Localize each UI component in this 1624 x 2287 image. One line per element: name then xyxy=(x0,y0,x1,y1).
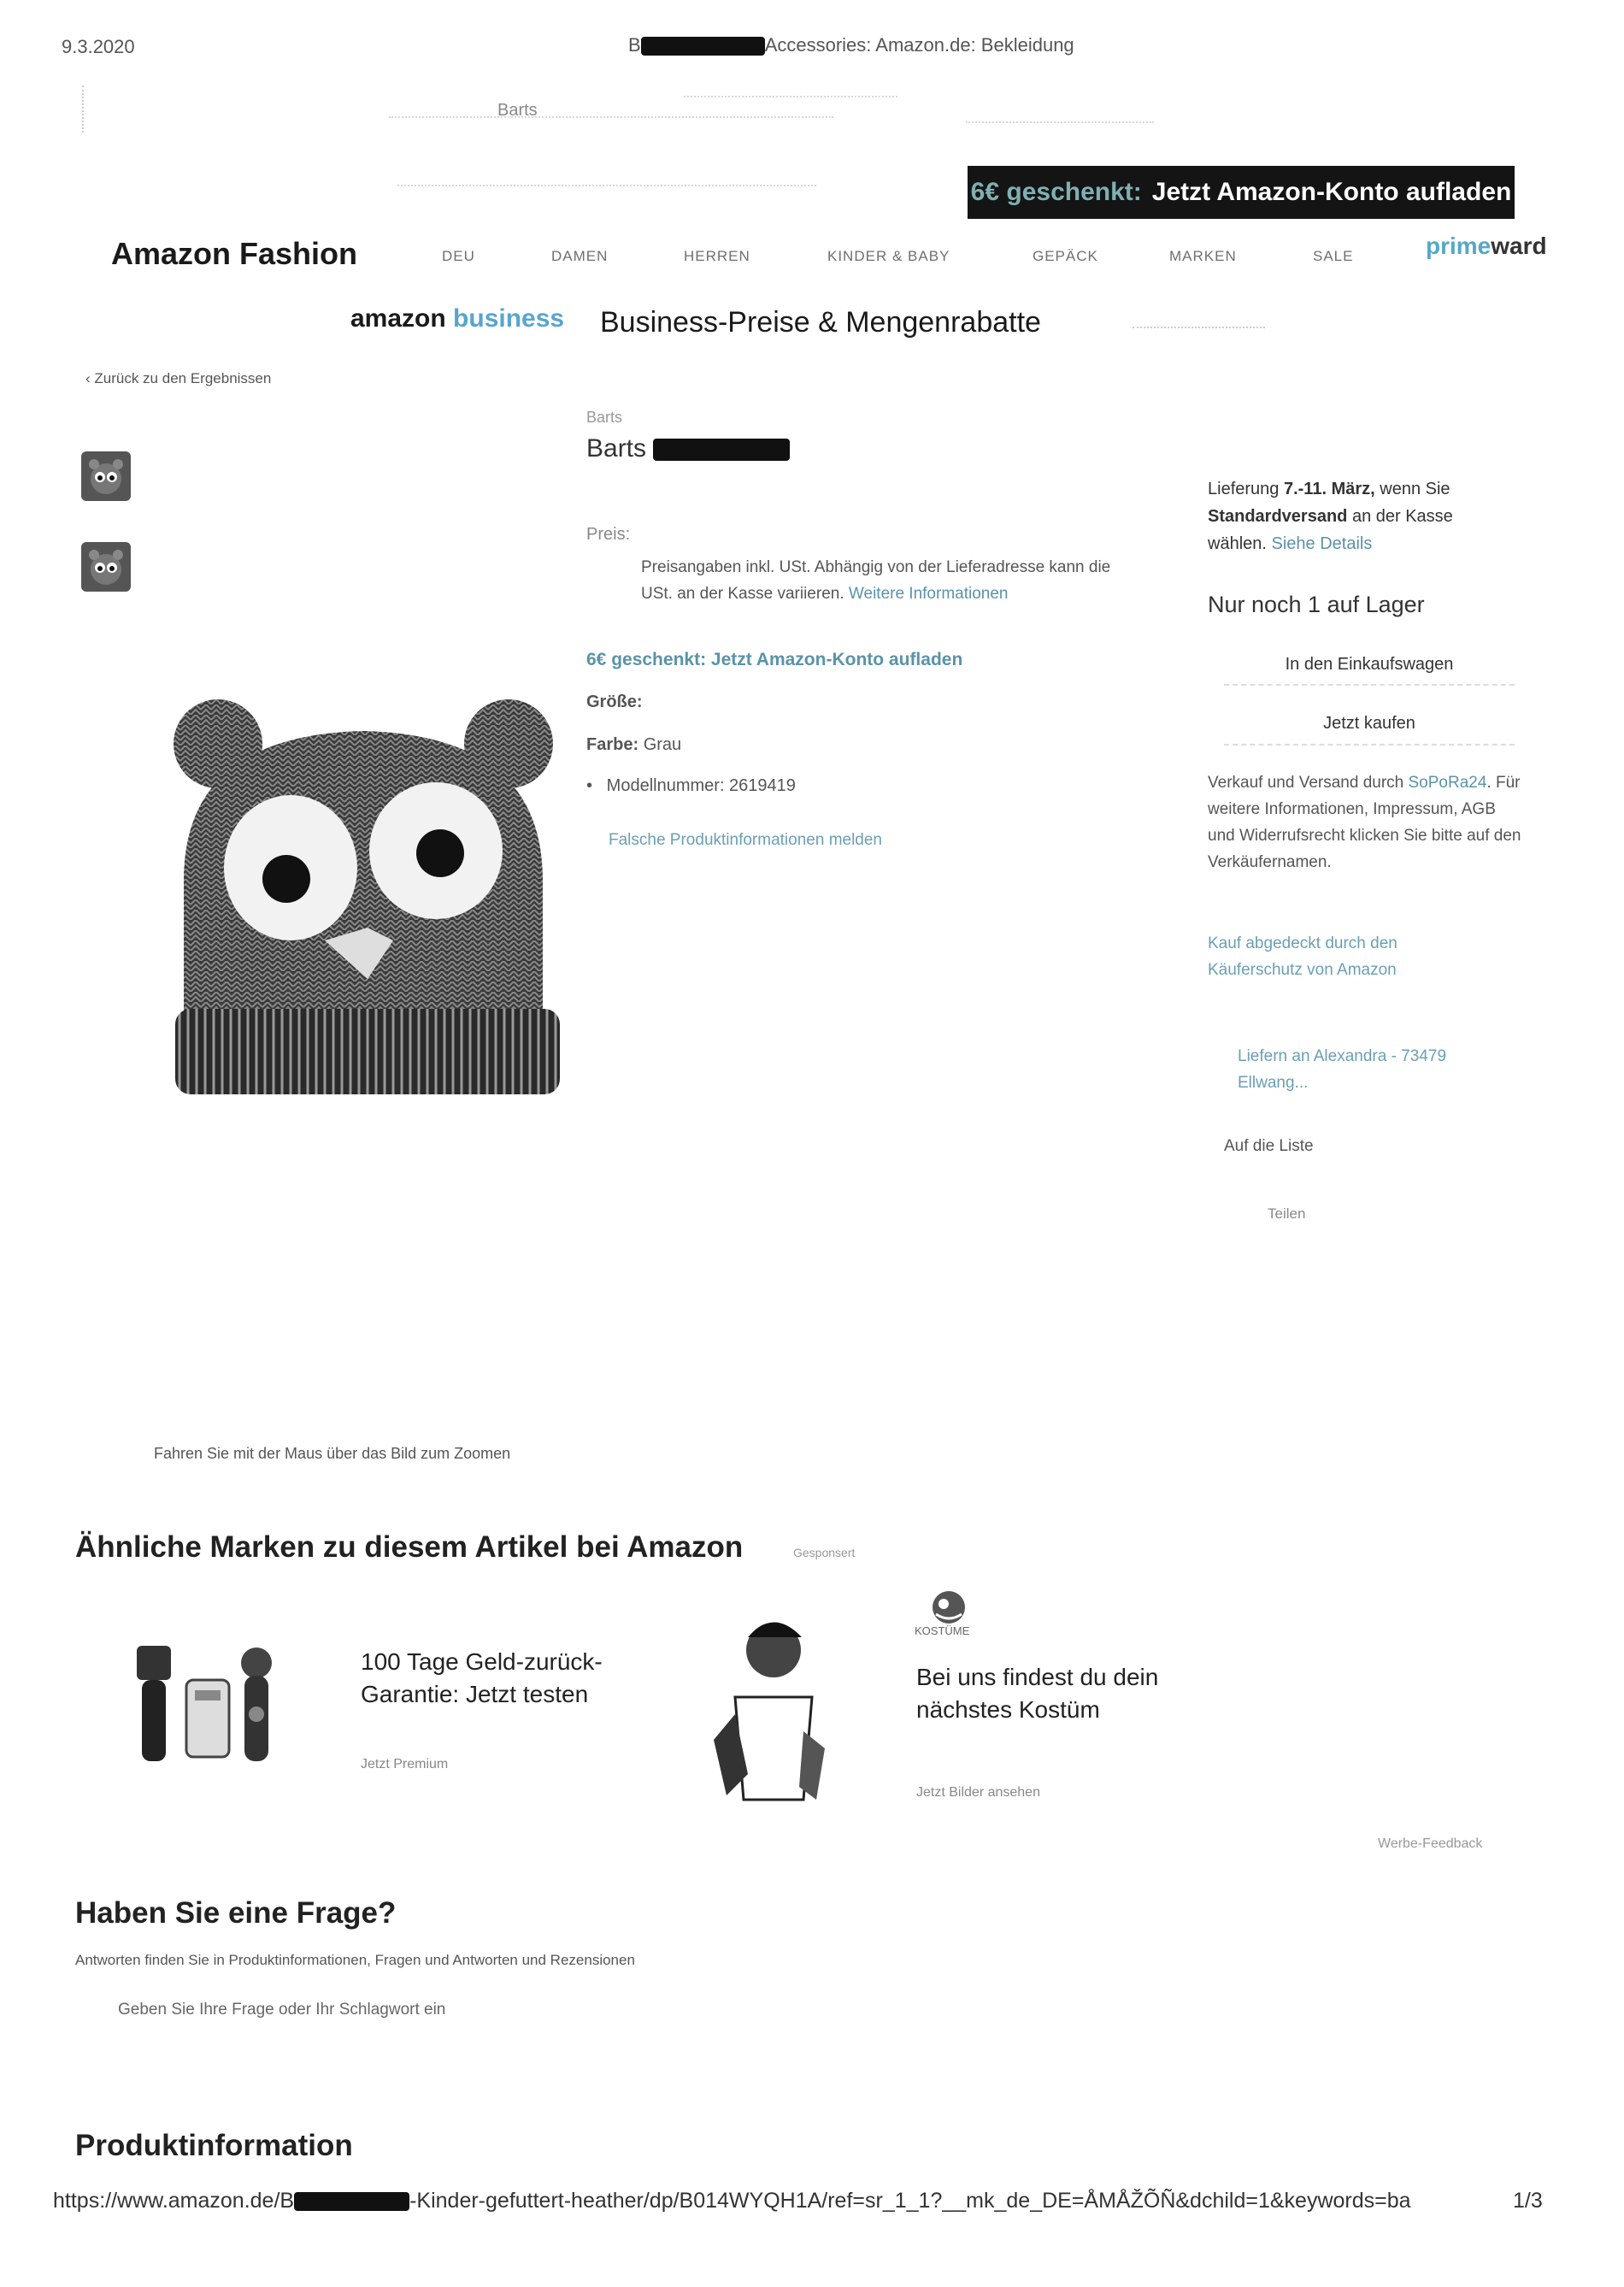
nav-item-deu[interactable]: DEU xyxy=(442,248,475,264)
share-button[interactable]: Teilen xyxy=(1268,1205,1306,1222)
print-page-title xyxy=(628,34,1074,56)
redaction xyxy=(641,37,765,56)
prime-wardrobe-logo[interactable] xyxy=(1426,233,1547,260)
seller-info: Verkauf und Versand durch SoPoRa24. Für weitere Informationen, Impressum, AGB und Widerrufsrecht klicken Sie bitte auf den Verkäufernamen. xyxy=(1208,774,1521,871)
prime-text: prime xyxy=(1426,233,1492,259)
nav-item-marken[interactable]: MARKEN xyxy=(1169,248,1237,264)
search-category-value[interactable]: Barts xyxy=(497,101,538,120)
price-note xyxy=(641,554,1137,607)
delivery-prefix: Lieferung xyxy=(1208,480,1280,498)
buy-now-button[interactable]: Jetzt kaufen xyxy=(1323,714,1415,733)
price-label: Preis: xyxy=(586,525,631,544)
brand-link[interactable]: Barts xyxy=(586,409,623,426)
delivery-details-link[interactable]: Siehe Details xyxy=(1271,534,1373,553)
url-prefix: https://www.amazon.de/B xyxy=(53,2189,295,2213)
url-suffix: -Kinder-gefuttert-heather/dp/B014WYQH1A/ref=sr_1_1?__mk_de_DE=ÅMÅŽÕÑ&dchild=1&keywords=ba xyxy=(409,2189,1411,2213)
product-title-prefix: Barts xyxy=(586,434,647,463)
delivery-option: Standardversand xyxy=(1208,507,1348,526)
print-date: 9.3.2020 xyxy=(62,36,135,57)
question-heading: Haben Sie eine Frage? xyxy=(75,1896,397,1930)
delivery-end: an der Kasse wählen. xyxy=(1208,507,1453,553)
print-url xyxy=(53,2189,1411,2213)
business-more-link[interactable] xyxy=(1133,327,1265,328)
seller-name-link[interactable]: SoPoRa24 xyxy=(1408,774,1487,792)
buyer-protection-link[interactable]: Kauf abgedeckt durch den Käuferschutz von Amazon xyxy=(1208,934,1397,979)
nav-item-herren[interactable]: HERREN xyxy=(684,248,750,264)
title-suffix: Accessories: Amazon.de: Bekleidung xyxy=(764,34,1074,56)
product-information-heading: Produktinformation xyxy=(75,2129,353,2162)
seller-rest: Für weitere Informationen, Impressum, AGB und Widerrufsrecht klicken Sie bitte auf den Verkäufernamen. xyxy=(1208,774,1521,871)
delivery-address-link[interactable]: Liefern an Alexandra - 73479 Ellwang... xyxy=(1238,1047,1447,1092)
size-label: Größe: xyxy=(586,693,643,711)
amazon-fashion-logo[interactable]: Amazon Fashion xyxy=(111,236,358,271)
product-image-owl-hat[interactable] xyxy=(150,684,594,1111)
add-to-list-button[interactable]: Auf die Liste xyxy=(1224,1137,1314,1155)
orders-menu[interactable] xyxy=(966,96,1154,123)
price-note-text: Preisangaben inkl. USt. Abhängig von der Lieferadresse kann die USt. an der Kasse variieren. xyxy=(641,558,1111,603)
costume-person-image[interactable] xyxy=(701,1603,838,1808)
card1-cta-link[interactable]: Jetzt Premium xyxy=(361,1757,449,1771)
similar-brands-heading: Ähnliche Marken zu diesem Artikel bei Amazon xyxy=(75,1530,744,1564)
question-search-input[interactable]: Geben Sie Ihre Frage oder Ihr Schlagwort ein xyxy=(118,2001,446,2019)
color-value: Grau xyxy=(643,735,682,754)
question-subtext: Antworten finden Sie in Produktinformationen, Fragen und Antworten und Rezensionen xyxy=(75,1952,635,1968)
thumbnail-2[interactable] xyxy=(81,542,131,592)
redaction xyxy=(653,439,790,461)
product-title xyxy=(586,434,790,463)
sponsored-label: Gesponsert xyxy=(793,1546,856,1559)
image-zoom-hint: Fahren Sie mit der Maus über das Bild zum Zoomen xyxy=(154,1445,511,1462)
add-to-cart-button[interactable]: In den Einkaufswagen xyxy=(1285,655,1454,674)
hat-thumbnail-icon xyxy=(85,455,127,498)
model-number-text: Modellnummer: 2619419 xyxy=(606,776,796,795)
color-field xyxy=(586,735,681,755)
card2-cta-link[interactable]: Jetzt Bilder ansehen xyxy=(916,1785,1040,1800)
delivery-mid: wenn Sie xyxy=(1380,480,1450,498)
divider xyxy=(1224,684,1515,686)
card2-headline[interactable]: Bei uns findest du dein nächstes Kostüm xyxy=(916,1664,1159,1723)
promo-banner[interactable] xyxy=(968,166,1515,219)
promo-text: Jetzt Amazon-Konto aufladen xyxy=(1151,178,1512,206)
divider xyxy=(1224,744,1515,746)
business-pricing-text[interactable]: Business-Preise & Mengenrabatte xyxy=(600,306,1041,339)
color-label: Farbe: xyxy=(586,735,639,754)
shaver-products-image[interactable] xyxy=(128,1629,291,1774)
card1-headline[interactable]: 100 Tage Geld-zurück-Garantie: Jetzt testen xyxy=(361,1648,603,1707)
stock-status: Nur noch 1 auf Lager xyxy=(1208,592,1425,617)
thumbnail-1[interactable] xyxy=(81,451,131,501)
price-info-link[interactable]: Weitere Informationen xyxy=(848,585,1009,603)
costume-brand-logo-text: KOSTÜME xyxy=(915,1624,970,1637)
nav-item-kinder[interactable]: KINDER & BABY xyxy=(827,248,950,264)
ward-text: ward xyxy=(1491,233,1547,259)
seller-prefix: Verkauf und Versand durch xyxy=(1208,774,1404,792)
print-page-number: 1/3 xyxy=(1513,2189,1543,2213)
nav-item-sale[interactable]: SALE xyxy=(1313,248,1354,264)
hat-thumbnail-icon xyxy=(85,545,127,588)
secondary-nav[interactable] xyxy=(397,185,816,186)
title-prefix: B xyxy=(628,34,641,56)
account-menu[interactable] xyxy=(684,96,897,97)
promo-highlight: 6€ geschenkt: xyxy=(970,178,1142,206)
business-logo-suffix: business xyxy=(453,304,565,333)
nav-item-damen[interactable]: DAMEN xyxy=(551,248,609,264)
center-promo-link[interactable]: 6€ geschenkt: Jetzt Amazon-Konto aufladen xyxy=(586,650,963,669)
redaction xyxy=(294,2192,409,2211)
business-logo-prefix: amazon xyxy=(350,304,446,333)
logo-placeholder xyxy=(82,85,135,133)
ad-feedback-link[interactable]: Werbe-Feedback xyxy=(1378,1836,1483,1851)
delivery-date: 7.-11. März, xyxy=(1283,480,1375,498)
amazon-business-logo[interactable] xyxy=(350,304,564,333)
search-input[interactable] xyxy=(389,116,833,118)
report-info-link[interactable]: Falsche Produktinformationen melden xyxy=(609,831,883,849)
model-number: • Modellnummer: 2619419 xyxy=(586,776,796,795)
costume-brand-logo-icon xyxy=(927,1589,970,1627)
back-to-results-link[interactable]: ‹ Zurück zu den Ergebnissen xyxy=(85,370,272,386)
delivery-info xyxy=(1208,475,1515,557)
nav-item-gepaeck[interactable]: GEPÄCK xyxy=(1033,248,1098,264)
